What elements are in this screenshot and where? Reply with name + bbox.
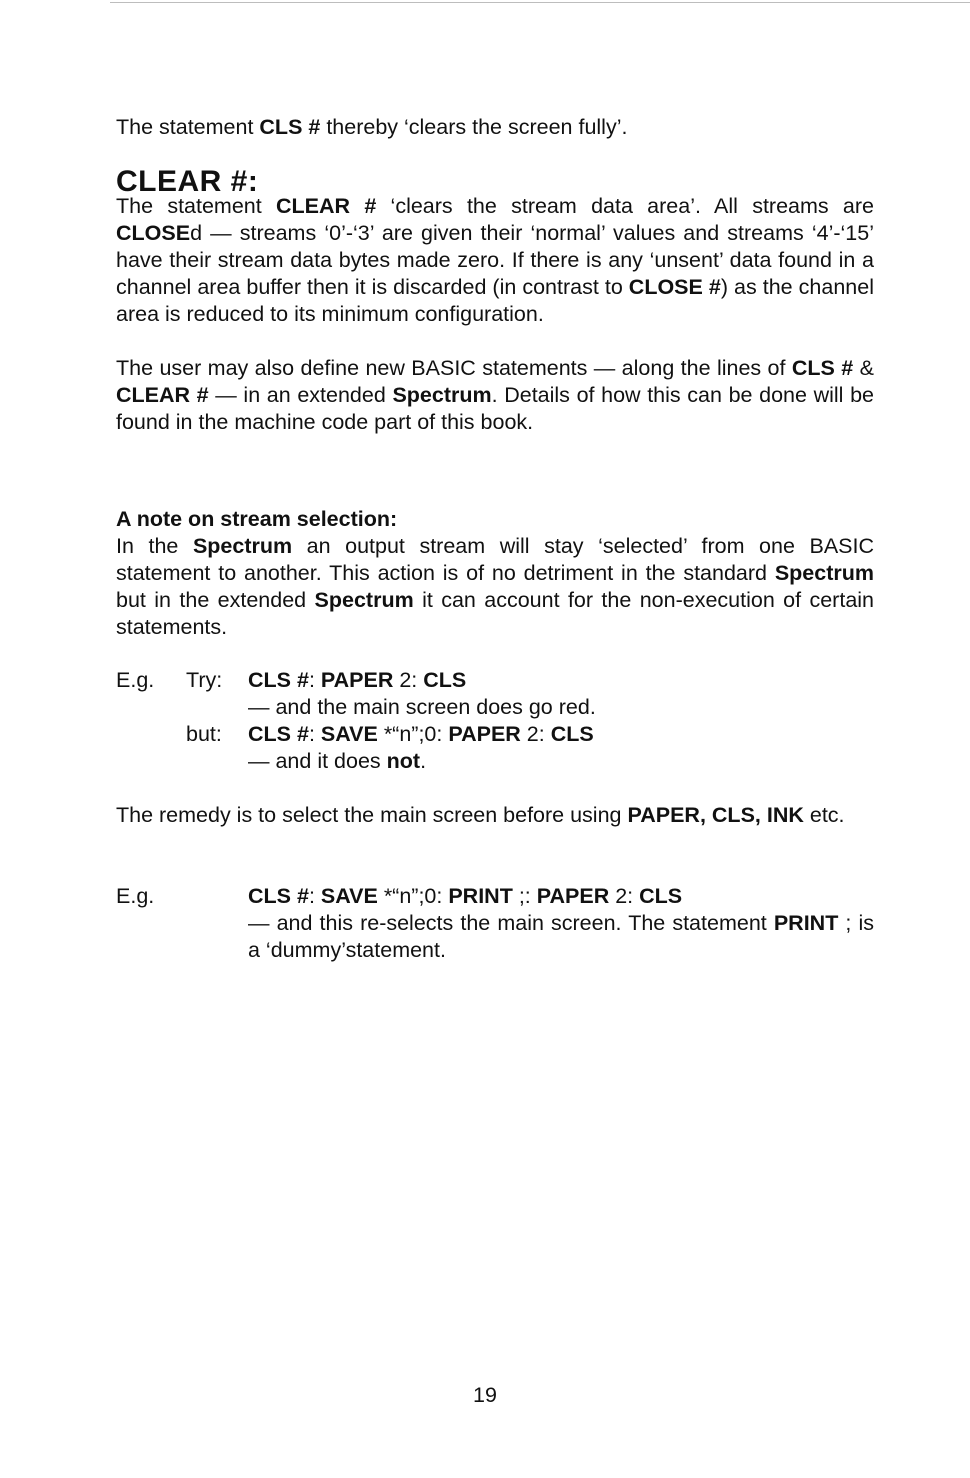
bold-keyword: Spectrum: [314, 588, 414, 612]
bold-keyword: CLS #: [248, 884, 309, 908]
clear-heading: CLEAR #:: [116, 165, 259, 198]
bold-keyword: CLS: [639, 884, 683, 908]
example-2-note: [248, 910, 874, 964]
clear-paragraph: [116, 193, 874, 328]
stream-selection-paragraph: [116, 533, 874, 641]
bold-keyword: CLS: [550, 722, 594, 746]
bold-keyword: CLS #: [248, 722, 309, 746]
text-run: — and this re-selects the main screen. The statement: [248, 911, 774, 935]
stream-selection-heading: A note on stream selection:: [116, 507, 398, 531]
text-run: etc.: [803, 803, 845, 827]
example-label: E.g.: [116, 884, 155, 908]
text-run: &: [853, 356, 874, 380]
page-number: 19: [473, 1383, 497, 1407]
text-run: 2:: [393, 668, 424, 692]
bold-keyword: SAVE: [320, 722, 378, 746]
text-run: In the: [116, 534, 193, 558]
text-run: .: [420, 749, 427, 773]
text-run: The statement: [116, 194, 276, 218]
text-run: an output stream will stay ‘selected’ from one BASIC statement to another. This action is of no detriment in the standard: [116, 534, 874, 585]
try-label: Try:: [186, 668, 223, 692]
remedy-paragraph: [116, 802, 874, 829]
bold-keyword: PRINT: [448, 884, 513, 908]
text-run: 2:: [520, 722, 551, 746]
example-1-but-line: [116, 721, 874, 748]
text-run: . Details of how this can be done will be found in the machine code part of this book.: [116, 383, 875, 434]
bold-keyword: PAPER: [320, 668, 394, 692]
top-rule: [110, 2, 970, 3]
text-run: The remedy is to select the main screen before using: [116, 803, 628, 827]
bold-keyword: CLEAR #: [116, 383, 209, 407]
text-run: thereby ‘clears the screen fully’.: [320, 115, 628, 139]
bold-keyword: Spectrum: [192, 534, 293, 558]
bold-keyword: CLS #: [248, 668, 309, 692]
text-run: The user may also define new BASIC statements — along the lines of: [116, 356, 792, 380]
try-note: [248, 694, 596, 721]
try-code: [248, 667, 466, 694]
example-label: E.g.: [116, 668, 155, 692]
bold-keyword: CLS: [423, 668, 467, 692]
text-run: :: [308, 722, 321, 746]
bold-keyword: PRINT: [773, 911, 839, 935]
example-2-code: [248, 883, 682, 910]
text-run: :: [308, 668, 321, 692]
bold-keyword: CLOSE: [116, 221, 191, 245]
text-run: — and it does: [248, 749, 387, 773]
text-run: *“n”;0:: [377, 884, 449, 908]
bold-keyword: CLS #: [259, 115, 321, 139]
text-run: ; is a ‘dummy’statement.: [248, 911, 874, 962]
text-run: ) as the channel area is reduced to its minimum configuration.: [116, 275, 874, 326]
bold-keyword: Spectrum: [774, 561, 874, 585]
but-code: [248, 721, 594, 748]
text-run: — in an extended: [208, 383, 393, 407]
bold-keyword: CLOSE #: [628, 275, 721, 299]
text-run: d — streams ‘0’-‘3’ are given their ‘normal’ values and streams ‘4’-‘15’ have their stream data bytes made zero. If there is any ‘unsent’ data found in a channel area buffer then it is discarded (in contrast to: [116, 221, 874, 299]
bold-keyword: CLS #: [791, 356, 854, 380]
user-extension-paragraph: [116, 355, 874, 436]
but-note: [248, 748, 426, 775]
bold-keyword: SAVE: [320, 884, 378, 908]
example-1-try-line: [116, 667, 874, 694]
text-run: The statement: [116, 115, 260, 139]
but-label: but:: [186, 722, 222, 746]
text-run: — and the main screen does go red.: [248, 695, 596, 719]
bold-keyword: not: [386, 749, 421, 773]
text-run: but in the extended: [116, 588, 315, 612]
cls-intro-paragraph: [116, 114, 874, 141]
example-2-code-line: [116, 883, 874, 910]
example-1-try-note-line: [116, 694, 874, 721]
text-run: :: [308, 884, 321, 908]
bold-keyword: PAPER, CLS, INK: [627, 803, 804, 827]
text-run: 2:: [609, 884, 640, 908]
text-run: ‘clears the stream data area’. All streams are: [376, 194, 874, 218]
bold-keyword: CLEAR #: [276, 194, 377, 218]
text-run: *“n”;0:: [377, 722, 449, 746]
bold-keyword: Spectrum: [392, 383, 492, 407]
bold-keyword: PAPER: [448, 722, 521, 746]
text-run: it can account for the non-execution of certain statements.: [116, 588, 875, 639]
text-run: ;:: [512, 884, 537, 908]
bold-keyword: PAPER: [536, 884, 610, 908]
example-1-but-note-line: [116, 748, 874, 775]
